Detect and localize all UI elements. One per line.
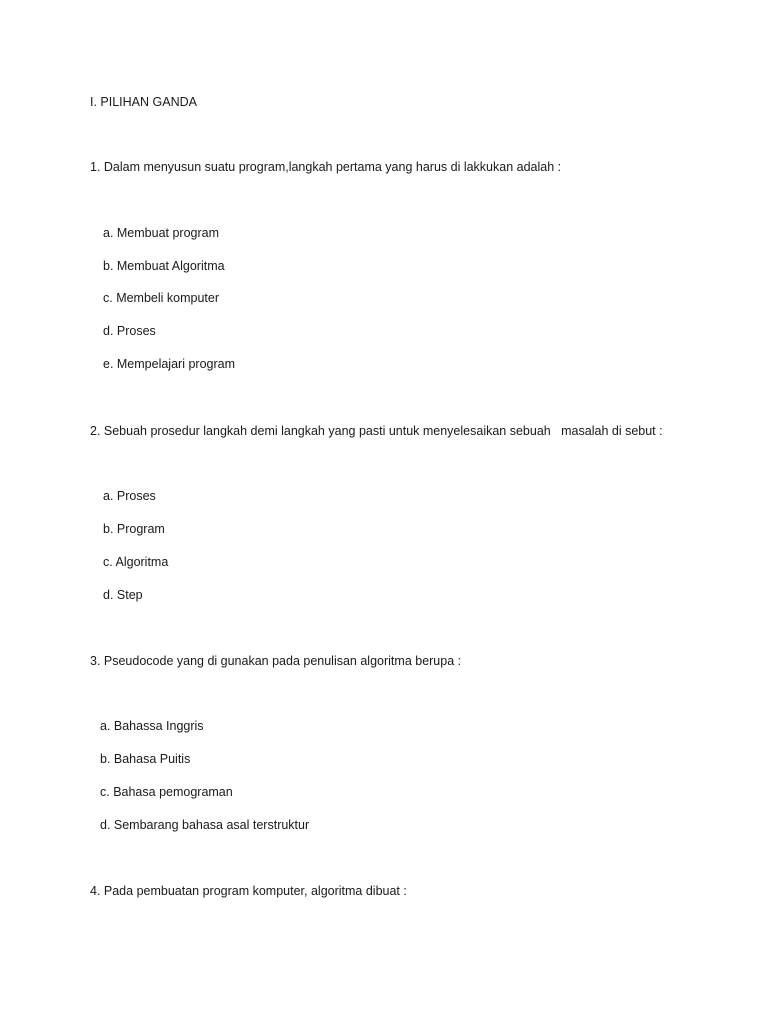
question-3-option-b: b. Bahasa Puitis bbox=[100, 752, 191, 766]
question-2-option-a: a. Proses bbox=[103, 489, 156, 503]
question-2-option-b: b. Program bbox=[103, 522, 165, 536]
question-1-option-b: b. Membuat Algoritma bbox=[103, 259, 225, 273]
question-1-option-d: d. Proses bbox=[103, 324, 156, 338]
question-1-option-c: c. Membeli komputer bbox=[103, 291, 220, 305]
question-2-option-c: c. Algoritma bbox=[103, 555, 169, 569]
question-3-option-a: a. Bahassa Inggris bbox=[100, 719, 204, 733]
question-4-text: 4. Pada pembuatan program komputer, algoritma dibuat : bbox=[90, 884, 407, 898]
question-1-text: 1. Dalam menyusun suatu program,langkah pertama yang harus di lakkukan adalah : bbox=[90, 160, 562, 174]
question-1-option-e: e. Mempelajari program bbox=[103, 357, 235, 371]
question-3-option-d: d. Sembarang bahasa asal terstruktur bbox=[100, 818, 310, 832]
question-2-option-d: d. Step bbox=[103, 588, 143, 602]
question-3-text: 3. Pseudocode yang di gunakan pada penulisan algoritma berupa : bbox=[90, 654, 462, 668]
question-2-text: 2. Sebuah prosedur langkah demi langkah yang pasti untuk menyelesaikan sebuah masalah di sebut : bbox=[90, 424, 663, 438]
question-1-option-a: a. Membuat program bbox=[103, 226, 220, 240]
question-3-option-c: c. Bahasa pemograman bbox=[100, 785, 233, 799]
section-title: I. PILIHAN GANDA bbox=[90, 95, 197, 109]
